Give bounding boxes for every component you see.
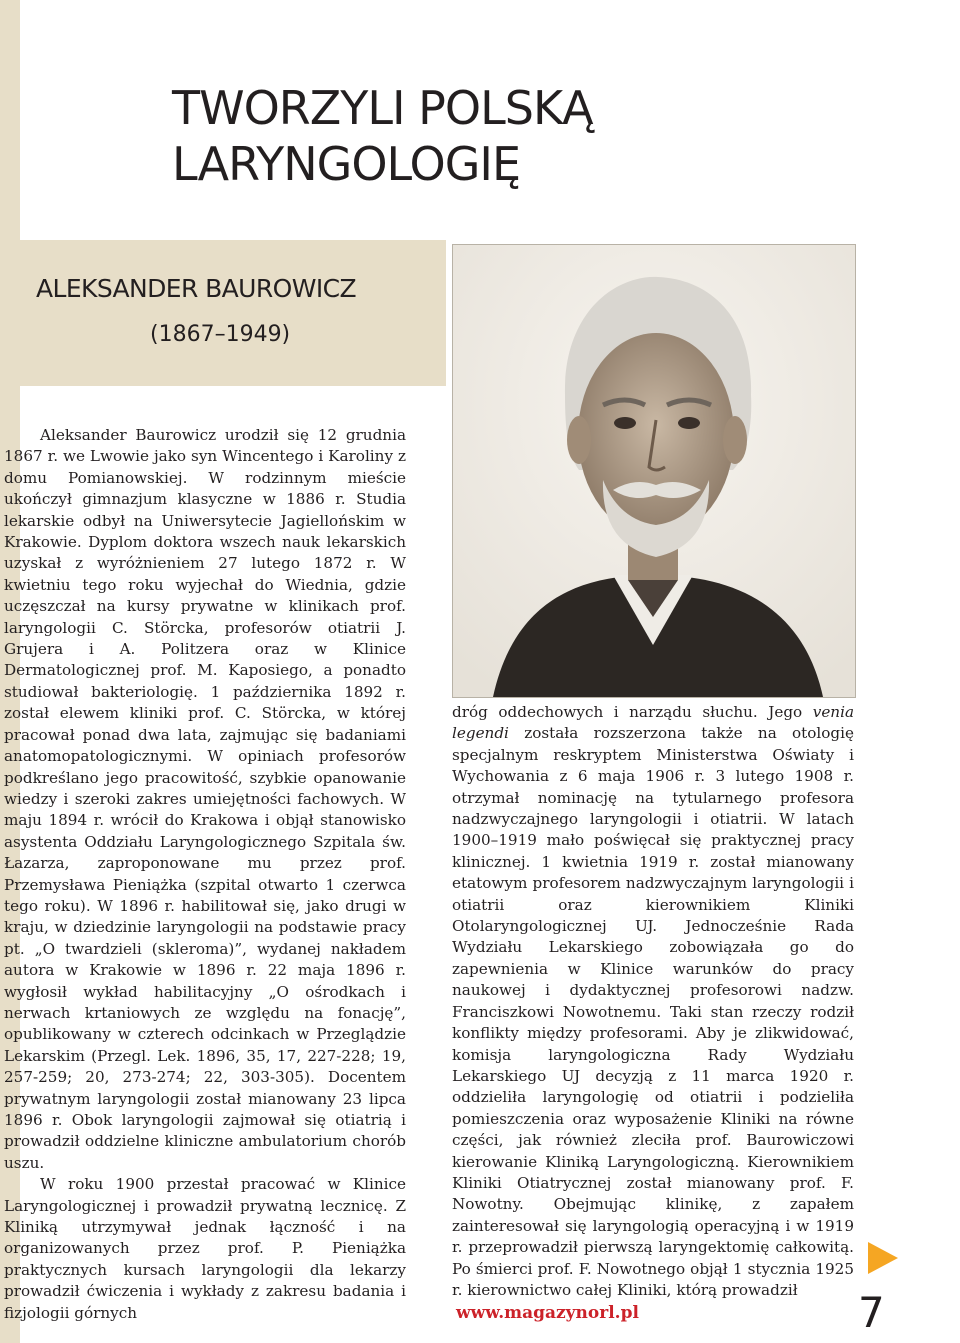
paragraph: W roku 1900 przestał pracować w Klinice Laryngologicznej i prowadził prywatną lecznicę. Z Kliniką utrzymywał jednak łączność i na organizowanych przez prof. P. Pieniążka praktycznych kursach laryngologii dla lekarzy prowadził ćwiczenia i wykłady z zakresu badania i fizjologii górnych [4,1175,406,1322]
name-panel [20,240,446,386]
article-column-right [452,702,854,1301]
paragraph [452,702,854,1301]
portrait-illustration [453,245,855,697]
text-run: została rozszerzona także na otologię specjalnym reskryptem Ministerstwa Oświaty i Wychowania z 6 maja 1906 r. 3 lutego 1908 r. otrzymał nominację na tytularnego profesora nadzwyczajnego laryngologii i otiatrii. W latach 1900–1919 mało poświęcał się praktycznej pracy klinicznej. 1 kwietnia 1919 r. został mianowany etatowym profesorem nadzwyczajnym laryngologii i otiatrii oraz kierownikiem Kliniki Otolaryngologicznej UJ. Jednocześnie Rada Wydziału Lekarskiego zobowiązała go do zapewnienia w Klinice warunków do pracy naukowej i dydaktycznej profesorowi nadzw. Franciszkowi Nowotnemu. Taki stan rzeczy rodził konflikty między profesorami. Aby je zlikwidować, komisja laryngologiczna Rady Wydziału Lekarskiego UJ decyzją z 11 marca 1920 r. oddzieliła laryngologię od otiatrii i podzieliła pomieszczenia oraz wyposażenie Kliniki na równe części, jak również zleciła prof. Baurowiczowi kierowanie Kliniką Laryngologiczną. Kierownikiem Kliniki Otiatrycznej został mianowany prof. F. Nowotny. Obejmując klinikę, z zapałem zainteresował się laryngologią operacyjną i w 1919 r. przeprowadził pierwszą laryngektomię całkowitą. Po śmierci prof. F. Nowotnego objął 1 stycznia 1925 r. kierownictwo całej Kliniki, którą prowadził [452,724,854,1299]
page-number: 7 [858,1288,885,1337]
triangle-arrow-right-icon [866,1240,900,1276]
person-name: ALEKSANDER BAUROWICZ [36,274,356,303]
text-run: dróg oddechowych i narządu słuchu. Jego [452,703,813,721]
portrait-photo-icon [452,244,856,698]
italic-term: venia legendi [452,703,854,743]
title-line-2: LARYNGOLOGIĘ [172,137,521,191]
page-title [172,80,593,192]
title-line-1: TWORZYLI POLSKĄ [172,81,593,135]
paragraph: Aleksander Baurowicz urodził się 12 grudnia 1867 r. we Lwowie jako syn Wincentego i Karoliny z domu Pomianowskiej. W rodzinnym mieście ukończył gimnazjum klasyczne w 1886 r. Studia lekarskie odbył na Uniwersytecie Jagiellońskim w Krakowie. Dyplom doktora wszech nauk lekarskich uzyskał z wyróżnieniem 27 lutego 1872 r. W kwietniu tego roku wyjechał do Wiednia, gdzie uczęszczał na kursy prywatne w klinikach prof. laryngologii C. Störcka, profesorów otiatrii J. Grujera i A. Politzera oraz w Klinice Dermatologicznej prof. M. Kaposiego, a ponadto studiował bakteriologię. 1 października 1892 r. został elewem kliniki prof. C. Störcka, w której pracował ponad dwa lata, zajmując się badaniami anatomopatologicznymi. W opiniach profesorów podkreślano jego pracowitość, szybkie opanowanie wiedzy i szeroki zakres umiejętności fachowych. W maju 1894 r. wrócił do Krakowa i objął stanowisko asystenta Oddziału Laryngologicznego Szpitala św. Łazarza, zaproponowane mu przez prof. Przemysława Pieniążka (szpital otwarto 1 czerwca tego roku). W 1896 r. habilitował się, jako drugi w kraju, w dziedzinie laryngologii na podstawie pracy pt. „O twardzieli (skleroma)”, wydanej nakładem autora w Krakowie w 1896 r. 22 maja 1896 r. wygłosił wykład habilitacyjny „O ośrodkach i nerwach krtaniowych ze względu na fonację”, opublikowany w czterech odcinkach w Przeglądzie Lekarskim (Przegl. Lek. 1896, 35, 17, 227-228; 19, 257-259; 20, 273-274; 22, 303-305). Docentem prywatnym laryngologii został mianowany 23 lipca 1896 r. Obok laryngologii zajmował się otiatrią i prowadził oddzielne kliniczne ambulatorium chorób uszu. [4,426,406,1172]
article-column-left [4,425,406,1324]
person-years: (1867–1949) [150,322,291,347]
footer-url[interactable]: www.magazynorl.pl [456,1303,639,1323]
